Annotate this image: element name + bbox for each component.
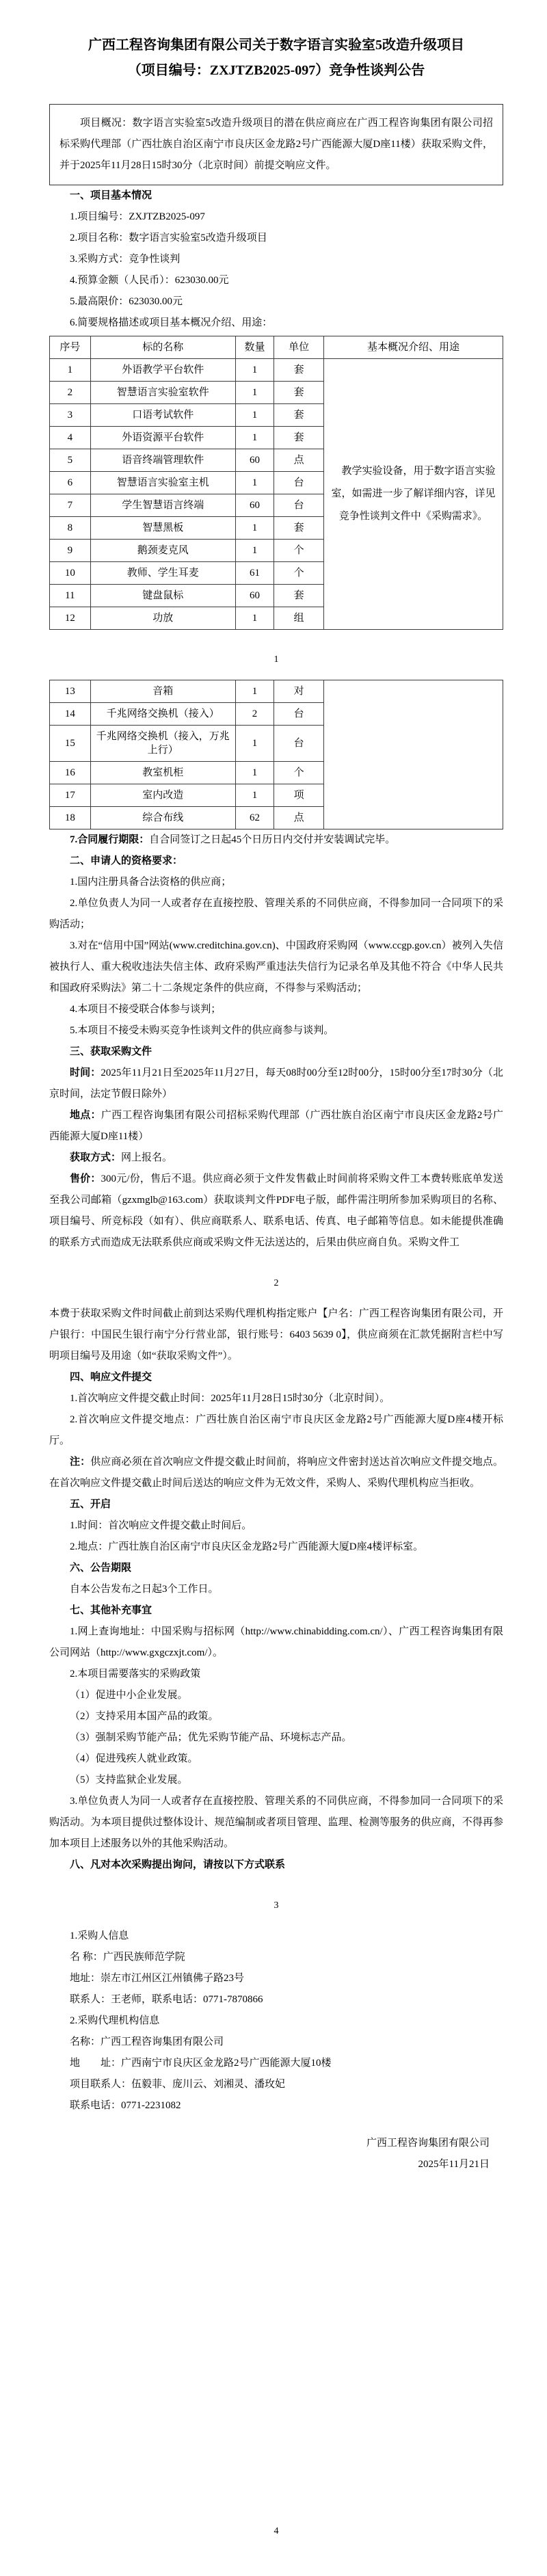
table-cell: 项 xyxy=(274,784,324,807)
paragraph: 名称：广西工程咨询集团有限公司 xyxy=(70,2036,224,2047)
table-cell: 教师、学生耳麦 xyxy=(90,562,235,585)
table-cell: 7 xyxy=(50,494,91,517)
table-cell: 60 xyxy=(235,449,274,472)
section-heading: 五、开启 xyxy=(70,1499,111,1510)
paragraph: 3.单位负责人为同一人或者存在直接控股、管理关系的不同供应商，不得参加同一合同项下的采购活动。为本项目提供过整体设计、规范编制或者项目管理、监理、检测等服务的供应商，不得再参加本项目上述服务以外的其他采购活动。 xyxy=(49,1796,503,1849)
page-number: 3 xyxy=(274,1900,279,1911)
table-cell: 1 xyxy=(235,762,274,784)
project-overview-box xyxy=(49,104,503,185)
paragraph: 本费于获取采购文件时间截止前到达采购代理机构指定账户【户名：广西工程咨询集团有限公司，开户银行：中国民生银行南宁分行营业部，银行账号：6403 5639 0】，供应商须在汇款凭据附言栏中写明项目编号及用途（如“获取采购文件”）。 xyxy=(49,1308,503,1362)
page-number: 4 xyxy=(274,2526,279,2536)
paragraph: 7.合同履行期限：自合同签订之日起45个日历日内交付并安装调试完毕。 xyxy=(70,834,396,845)
paragraph: 时间：2025年11月21日至2025年11月27日，每天08时00分至12时00分，15时00分至17时30分（北京时间，法定节假日除外） xyxy=(49,1067,503,1100)
paragraph: （5）支持监狱企业发展。 xyxy=(70,1775,188,1785)
signature-date: 2025年11月21日 xyxy=(418,2159,490,2170)
signature-company: 广西工程咨询集团有限公司 xyxy=(366,2138,490,2149)
table-cell: 个 xyxy=(274,562,324,585)
table-cell: 套 xyxy=(274,359,324,382)
table-cell: 音箱 xyxy=(90,680,235,703)
table-cell: 1 xyxy=(235,517,274,540)
table-cell: 60 xyxy=(235,494,274,517)
paragraph: 3.采购方式：竞争性谈判 xyxy=(70,254,181,265)
table-cell: 12 xyxy=(50,607,91,630)
paragraph: 5.本项目不接受未购买竞争性谈判文件的供应商参与谈判。 xyxy=(70,1025,334,1036)
paragraph: （4）促进残疾人就业政策。 xyxy=(70,1753,198,1764)
table-cell: 1 xyxy=(235,784,274,807)
section-heading: 八、凡对本次采购提出询问，请按以下方式联系 xyxy=(70,1859,286,1870)
page-number: 1 xyxy=(274,654,279,665)
column-header: 数量 xyxy=(235,336,274,359)
table-cell: 鹅颈麦克风 xyxy=(90,540,235,562)
table-cell: 学生智慧语言终端 xyxy=(90,494,235,517)
table-cell: 语音终端管理软件 xyxy=(90,449,235,472)
table-cell: 台 xyxy=(274,726,324,762)
field-label: 售价： xyxy=(70,1173,101,1184)
paragraph: 1.项目编号：ZXJTZB2025-097 xyxy=(70,211,205,222)
table-cell: 智慧语言实验室主机 xyxy=(90,472,235,494)
table-cell: 教室机柜 xyxy=(90,762,235,784)
paragraph: 地址：崇左市江州区江州镇佛子路23号 xyxy=(70,1973,245,1984)
table-cell: 14 xyxy=(50,703,91,726)
paragraph: 联系电话：0771-2231082 xyxy=(70,2100,181,2111)
merged-description-cell xyxy=(324,680,503,829)
table-cell: 功放 xyxy=(90,607,235,630)
table-cell: 11 xyxy=(50,585,91,607)
section-heading: 二、申请人的资格要求： xyxy=(70,855,183,866)
table-cell: 千兆网络交换机（接入） xyxy=(90,703,235,726)
paragraph: 名 称：广西民族师范学院 xyxy=(70,1952,185,1963)
paragraph: 1.国内注册具备合法资格的供应商； xyxy=(70,877,232,888)
table-cell: 13 xyxy=(50,680,91,703)
signature-block xyxy=(49,2133,503,2175)
table-cell: 外语教学平台软件 xyxy=(90,359,235,382)
paragraph: 2.首次响应文件提交地点：广西壮族自治区南宁市良庆区金龙路2号广西能源大厦D座4楼开标厅。 xyxy=(49,1414,503,1446)
document-body xyxy=(49,829,503,2116)
field-label: 时间： xyxy=(70,1067,101,1078)
paragraph: 4.预算金额（人民币）：623030.00元 xyxy=(70,275,229,286)
section-heading: 七、其他补充事宜 xyxy=(70,1605,152,1616)
table-cell: 智慧语言实验室软件 xyxy=(90,382,235,404)
paragraph: 1.首次响应文件提交截止时间：2025年11月28日15时30分（北京时间）。 xyxy=(70,1393,390,1404)
paragraph: 地点：广西工程咨询集团有限公司招标采购代理部（广西壮族自治区南宁市良庆区金龙路2号广西能源大厦D座11楼） xyxy=(49,1110,503,1142)
items-table-page2 xyxy=(49,680,503,829)
table-cell: 室内改造 xyxy=(90,784,235,807)
table-cell: 套 xyxy=(274,382,324,404)
paragraph: 6.简要规格描述或项目基本概况介绍、用途： xyxy=(70,317,273,328)
table-cell: 点 xyxy=(274,807,324,829)
table-cell: 3 xyxy=(50,404,91,427)
field-label: 注： xyxy=(70,1457,91,1468)
table-cell: 1 xyxy=(235,726,274,762)
column-header: 单位 xyxy=(274,336,324,359)
table-row xyxy=(50,359,503,382)
table-cell: 2 xyxy=(50,382,91,404)
paragraph: 项目联系人：伍毅菲、庞川云、刘湘灵、潘玫妃 xyxy=(70,2079,286,2090)
table-cell: 8 xyxy=(50,517,91,540)
paragraph: （3）强制采购节能产品；优先采购节能产品、环境标志产品。 xyxy=(70,1732,352,1743)
paragraph: 自本公告发布之日起3个工作日。 xyxy=(70,1584,219,1595)
paragraph: 2.采购代理机构信息 xyxy=(70,2015,160,2026)
merged-description-text: 教学实验设备，用于数字语言实验室，如需进一步了解详细内容，详见竞争性谈判文件中《采购需求》。 xyxy=(331,466,496,522)
table-row xyxy=(50,680,503,703)
paragraph: 2.本项目需要落实的采购政策 xyxy=(70,1669,201,1679)
document-title-line1: 广西工程咨询集团有限公司关于数字语言实验室5改造升级项目 xyxy=(88,38,464,53)
table-cell: 点 xyxy=(274,449,324,472)
table-cell: 15 xyxy=(50,726,91,762)
paragraph: 4.本项目不接受联合体参与谈判； xyxy=(70,1004,222,1015)
items-table-page1 xyxy=(49,336,503,630)
section-heading: 一、项目基本情况 xyxy=(70,190,152,201)
table-cell: 套 xyxy=(274,585,324,607)
table-cell: 9 xyxy=(50,540,91,562)
table-cell: 1 xyxy=(235,359,274,382)
table-cell: 1 xyxy=(235,472,274,494)
table-cell: 18 xyxy=(50,807,91,829)
paragraph: 售价：300元/份，售后不退。供应商必须于文件发售截止时间前将采购文件工本费转账底单发送至我公司邮箱（gzxmglb@163.com）获取谈判文件PDF电子版，邮件需注明所参加采购项目的名称、项目编号、所竞标段（如有）、供应商联系人、联系电话、传真、电子邮箱等信息。如未能提供准确的联系方式而造成无法联系供应商或采购文件无法送达的，后果由供应商自负。采购文件工 xyxy=(49,1173,503,1248)
document-title xyxy=(49,33,503,83)
table-cell: 对 xyxy=(274,680,324,703)
table-cell: 个 xyxy=(274,762,324,784)
section-heading: 六、公告期限 xyxy=(70,1563,132,1574)
paragraph: 1.网上查询地址：中国采购与招标网（http://www.chinabidding.com.cn/）、广西工程咨询集团有限公司网站（http://www.gxgczxjt.com/）。 xyxy=(49,1626,503,1658)
paragraph: （1）促进中小企业发展。 xyxy=(70,1690,188,1701)
table-cell: 1 xyxy=(235,404,274,427)
table-cell: 套 xyxy=(274,404,324,427)
paragraph: 获取方式：网上报名。 xyxy=(70,1152,173,1163)
table-cell: 16 xyxy=(50,762,91,784)
table-cell: 套 xyxy=(274,427,324,449)
table-header-row xyxy=(50,336,503,359)
paragraph: 1.采购人信息 xyxy=(70,1930,129,1941)
table-cell: 60 xyxy=(235,585,274,607)
field-label: 地点： xyxy=(70,1110,101,1121)
table-cell: 套 xyxy=(274,517,324,540)
table-cell: 1 xyxy=(235,607,274,630)
merged-description-cell xyxy=(324,359,503,630)
table-cell: 2 xyxy=(235,703,274,726)
table-cell: 千兆网络交换机（接入，万兆上行） xyxy=(90,726,235,762)
paragraph: 2.项目名称：数字语言实验室5改造升级项目 xyxy=(70,233,267,243)
table-cell: 1 xyxy=(235,427,274,449)
paragraph: 2.单位负责人为同一人或者存在直接控股、管理关系的不同供应商，不得参加同一合同项下的采购活动； xyxy=(49,898,503,930)
table-cell: 综合布线 xyxy=(90,807,235,829)
column-header: 序号 xyxy=(50,336,91,359)
table-cell: 台 xyxy=(274,494,324,517)
table-cell: 外语资源平台软件 xyxy=(90,427,235,449)
table-cell: 台 xyxy=(274,703,324,726)
table-cell: 组 xyxy=(274,607,324,630)
section-heading: 四、响应文件提交 xyxy=(70,1372,152,1383)
table-cell: 17 xyxy=(50,784,91,807)
table-cell: 5 xyxy=(50,449,91,472)
table-cell: 个 xyxy=(274,540,324,562)
column-header: 标的名称 xyxy=(90,336,235,359)
paragraph: 地 址：广西南宁市良庆区金龙路2号广西能源大厦10楼 xyxy=(70,2058,332,2069)
table-cell: 口语考试软件 xyxy=(90,404,235,427)
paragraph: （2）支持采用本国产品的政策。 xyxy=(70,1711,219,1722)
table-cell: 61 xyxy=(235,562,274,585)
table-cell: 1 xyxy=(235,540,274,562)
project-overview-text: 项目概况：数字语言实验室5改造升级项目的潜在供应商应在广西工程咨询集团有限公司招标采购代理部（广西壮族自治区南宁市良庆区金龙路2号广西能源大厦D座11楼）获取采购文件，并于2025年11月28日15时30分（北京时间）前提交响应文件。 xyxy=(59,118,493,171)
paragraph: 2.地点：广西壮族自治区南宁市良庆区金龙路2号广西能源大厦D座4楼评标室。 xyxy=(70,1541,424,1552)
section-heading: 三、获取采购文件 xyxy=(70,1046,152,1057)
paragraph: 1.时间：首次响应文件提交截止时间后。 xyxy=(70,1520,252,1531)
table-cell: 1 xyxy=(235,680,274,703)
paragraph: 注：供应商必须在首次响应文件提交截止时间前，将响应文件密封送达首次响应文件提交地点。在首次响应文件提交截止时间后送达的响应文件为无效文件，采购人、采购代理机构应当拒收。 xyxy=(49,1457,503,1489)
table-cell: 4 xyxy=(50,427,91,449)
page-number: 2 xyxy=(274,1278,279,1288)
table-cell: 台 xyxy=(274,472,324,494)
paragraph: 3.对在“信用中国”网站(www.creditchina.gov.cn)、中国政府采购网（www.ccgp.gov.cn）被列入失信被执行人、重大税收违法失信主体、政府采购严重违法失信行为记录名单及其他不符合《中华人民共和国政府采购法》第二十二条规定条件的供应商，不得参与采购活动； xyxy=(49,940,503,994)
table-cell: 6 xyxy=(50,472,91,494)
table-cell: 键盘鼠标 xyxy=(90,585,235,607)
table-cell: 10 xyxy=(50,562,91,585)
field-label: 7.合同履行期限： xyxy=(70,834,150,845)
table-cell: 1 xyxy=(235,382,274,404)
document-title-line2: （项目编号：ZXJTZB2025-097）竞争性谈判公告 xyxy=(127,63,425,78)
column-header: 基本概况介绍、用途 xyxy=(324,336,503,359)
table-cell: 1 xyxy=(50,359,91,382)
paragraph: 5.最高限价：623030.00元 xyxy=(70,296,183,307)
table-cell: 62 xyxy=(235,807,274,829)
field-label: 获取方式： xyxy=(70,1152,122,1163)
table-cell: 智慧黑板 xyxy=(90,517,235,540)
paragraph: 联系人：王老师，联系电话：0771-7870866 xyxy=(70,1994,263,2005)
